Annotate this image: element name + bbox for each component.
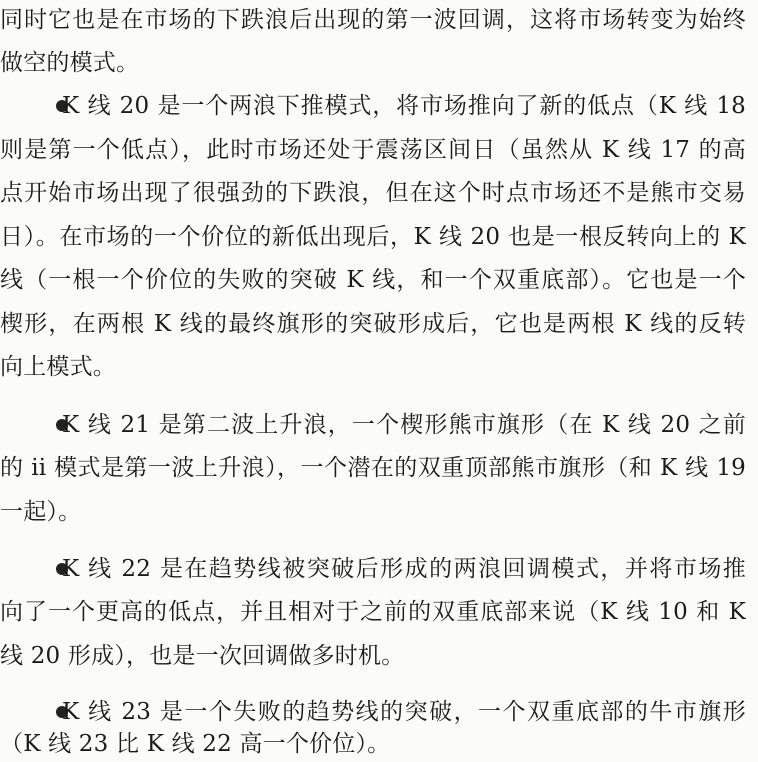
text-line: K 线 21 是第二波上升浪，一个楔形熊市旗形（在 K 线 20 之前 [62,412,746,438]
text-line: K 线 23 是一个失败的趋势线的突破，一个双重底部的牛市旗形 [62,699,746,725]
text-line: 日）。在市场的一个价位的新低出现后，K 线 20 也是一根反转向上的 K [0,224,746,250]
text-line: 则是第一个低点），此时市场还处于震荡区间日（虽然从 K 线 17 的高 [0,137,746,163]
text-line: 向上模式。 [0,354,116,380]
text-line: K 线 22 是在趋势线被突破后形成的两浪回调模式，并将市场推 [62,556,746,582]
text-line: 同时它也是在市场的下跌浪后出现的第一波回调，这将市场转变为始终 [0,7,746,33]
text-line: 点开始市场出现了很强劲的下跌浪，但在这个时点市场还不是熊市交易 [0,180,746,206]
text-line: K 线 20 是一个两浪下推模式，将市场推向了新的低点（K 线 18 [62,93,746,119]
text-line: （K 线 23 比 K 线 22 高一个价位）。 [0,731,391,757]
text-line: 做空的模式。 [0,50,140,76]
text-line: 线（一根一个价位的失败的突破 K 线，和一个双重底部）。它也是一个 [0,267,746,293]
text-line: 楔形，在两根 K 线的最终旗形的突破形成后，它也是两根 K 线的反转 [0,311,746,337]
text-line: 向了一个更高的低点，并且相对于之前的双重底部来说（K 线 10 和 K [0,599,746,625]
text-line: 一起）。 [0,499,82,525]
text-line: 的 ii 模式是第一波上升浪），一个潜在的双重顶部熊市旗形（和 K 线 19 [0,455,746,481]
text-line: 线 20 形成），也是一次回调做多时机。 [0,643,405,669]
